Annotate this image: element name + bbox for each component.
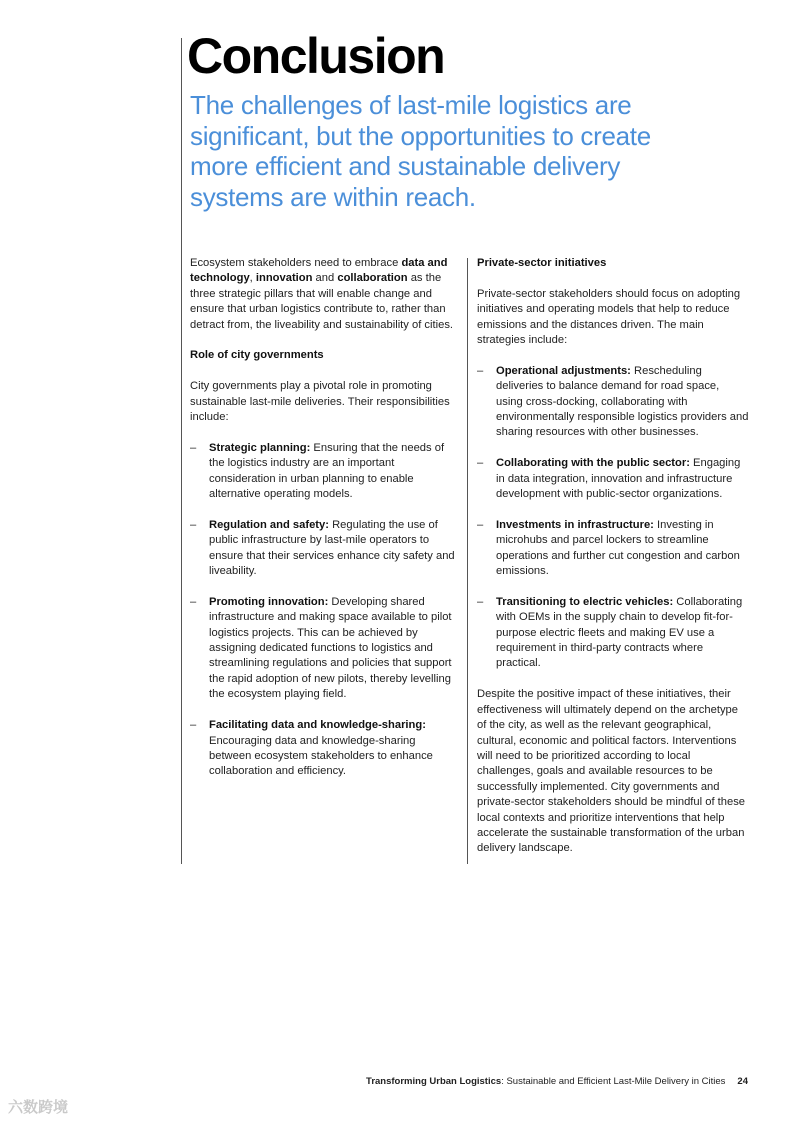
dash-bullet: – (477, 457, 484, 470)
footer-report-title: Transforming Urban Logistics (366, 1076, 502, 1087)
footer-report-subtitle: : Sustainable and Efficient Last-Mile Delivery in Cities (501, 1076, 726, 1087)
intro-bold-data: data and technology (190, 257, 448, 285)
section-heading-private-sector: Private-sector initiatives (477, 257, 607, 269)
dash-bullet: – (477, 595, 484, 608)
private-strategies-list (477, 364, 749, 672)
intro-text-3: and (312, 272, 338, 285)
dash-bullet: – (477, 364, 484, 377)
item-term: Promoting innovation: (209, 595, 329, 608)
intro-text-2: , (249, 272, 256, 285)
page-subtitle: The challenges of last-mile logistics are significant, but the opportunities to create more efficient and sustainable delivery systems are within reach. (190, 90, 651, 213)
dash-bullet: – (190, 518, 197, 531)
item-term: Facilitating data and knowledge-sharing: (209, 719, 426, 732)
list-item (477, 518, 749, 580)
left-vertical-rule (181, 38, 182, 864)
closing-paragraph: Despite the positive impact of these initiatives, their effectiveness will ultimately depend on the archetype of the city, as well as the relevant geographical, cultural, economic and political factors. Interventions will need to be prioritized according to local challenges, goals and available resources to be successfully implemented. City governments and private-sector stakeholders should be mindful of these local contexts and prioritize interventions that help accelerate the sustainable transformation of the urban delivery landscape. (477, 688, 746, 855)
dash-bullet: – (477, 518, 484, 531)
item-text: Engaging in data integration, innovation and infrastructure development with public-sector organizations. (496, 457, 741, 501)
page-number: 24 (737, 1076, 748, 1087)
item-term: Investments in infrastructure: (496, 518, 654, 531)
right-column (477, 256, 749, 872)
page-footer (366, 1076, 748, 1087)
private-sector-lead: Private-sector stakeholders should focus on adopting initiatives and operating models that help to reduce emissions and the distances driven. The main strategies include: (477, 287, 741, 347)
item-text: Encouraging data and knowledge-sharing between ecosystem stakeholders to enhance collaboration and efficiency. (209, 734, 433, 778)
item-term: Regulation and safety: (209, 518, 329, 531)
intro-bold-collaboration: collaboration (337, 272, 408, 285)
list-item (190, 595, 460, 703)
item-text: Collaborating with OEMs in the supply chain to develop fit-for-purpose electric fleets and making EV use a requirement in third-party contracts where practical. (496, 595, 743, 670)
left-column (190, 256, 460, 795)
item-text: Regulating the use of public infrastructure by last-mile operators to ensure that their services enhance city safety and liveability. (209, 518, 455, 578)
list-item (190, 518, 460, 580)
city-governments-lead: City governments play a pivotal role in promoting sustainable last-mile deliveries. Their responsibilities include: (190, 380, 450, 424)
list-item (477, 595, 749, 672)
item-term: Collaborating with the public sector: (496, 457, 690, 470)
intro-bold-innovation: innovation (255, 272, 313, 285)
item-term: Transitioning to electric vehicles: (496, 595, 674, 608)
item-text: Developing shared infrastructure and making space available to pilot logistics projects. This can be achieved by assigning dedicated functions to logistics and streamlining regulations and policies that support the rapid adoption of new pilots, thereby levelling the ecosystem playing field. (209, 595, 452, 701)
list-item (477, 456, 749, 502)
watermark-logo: 六数跨境 (8, 1099, 69, 1116)
dash-bullet: – (190, 595, 197, 608)
section-heading-city-governments: Role of city governments (190, 349, 324, 362)
item-term: Strategic planning: (209, 441, 311, 454)
list-item (190, 718, 460, 780)
intro-paragraph (190, 256, 460, 333)
intro-text-1: Ecosystem stakeholders need to embrace (190, 257, 402, 269)
city-responsibilities-list (190, 441, 460, 780)
item-text: Rescheduling deliveries to balance demand for road space, using cross-docking, collaborating with environmentally responsible logistics providers and sharing resources with other businesses. (496, 364, 749, 439)
item-term: Operational adjustments: (496, 364, 631, 377)
dash-bullet: – (190, 719, 197, 732)
item-text: Investing in microhubs and parcel lockers to streamline operations and further cut congestion and carbon emissions. (496, 518, 740, 578)
intro-text-4: as the three strategic pillars that will enable change and ensure that urban logistics contribute to, rather than detract from, the liveability and sustainability of cities. (190, 272, 454, 331)
right-vertical-rule (467, 258, 468, 864)
dash-bullet: – (190, 441, 197, 454)
list-item (477, 364, 749, 441)
page-title: Conclusion (187, 28, 445, 84)
list-item (190, 441, 460, 503)
item-text: Ensuring that the needs of the logistics industry are an important consideration in urban planning to enable alternative operating models. (209, 441, 445, 501)
